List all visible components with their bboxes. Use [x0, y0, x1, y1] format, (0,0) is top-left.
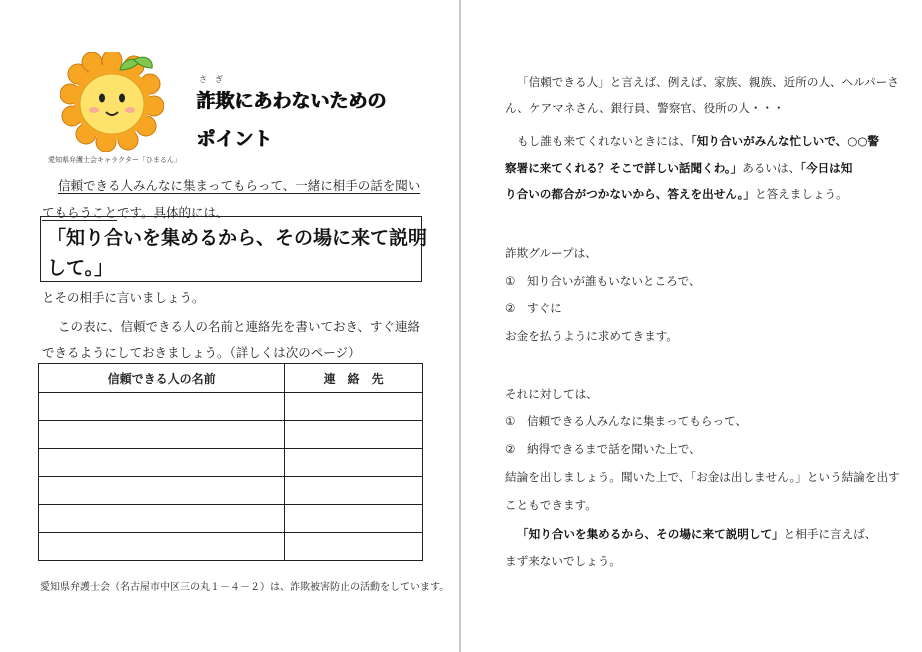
table-row — [39, 533, 423, 561]
counter-line-1: 結論を出しましょう。聞いた上で、「お金は出しません。」という結論を出す — [505, 470, 900, 484]
right-page — [463, 0, 922, 652]
counter-heading: それに対しては、 — [505, 387, 598, 401]
left-page — [0, 0, 455, 652]
highlight-line-1: 「知り合いを集めるから、その場に来て説明 — [47, 227, 428, 249]
closing-bold: 「知り合いを集めるから、その場に来て説明して」 — [517, 527, 784, 541]
name-cell[interactable] — [39, 449, 285, 477]
contacts-table — [38, 363, 423, 561]
counter-item-2: ② 納得できるまで話を聞いた上で、 — [505, 442, 701, 456]
counter-item-1: ① 信頼できる人みんなに集まってもらって、 — [505, 414, 748, 428]
contact-cell[interactable] — [285, 421, 423, 449]
table-intro-line-1: この表に、信頼できる人の名前と連絡先を書いておき、すぐ連絡 — [58, 319, 421, 334]
mascot-himarun-icon — [60, 52, 164, 152]
table-row — [39, 505, 423, 533]
highlight-box — [40, 216, 428, 282]
table-row — [39, 393, 423, 421]
closing-plain: と相手に言えば、 — [783, 527, 877, 541]
contact-cell[interactable] — [285, 477, 423, 505]
group-item-2: ② すぐに — [505, 301, 562, 315]
title-ruby: さ ぎ — [199, 75, 223, 84]
p2-line-1-bold: 「知り合いがみんな忙しいで、○○警 — [690, 134, 880, 148]
group-conclusion: お金を払うように求めてきます。 — [505, 329, 678, 343]
p2-line-3-plain: と答えましょう。 — [754, 187, 848, 201]
contact-cell[interactable] — [285, 393, 423, 421]
contact-cell[interactable] — [285, 533, 423, 561]
table-intro-line-2: できるようにしておきましょう。（詳しくは次のページ） — [42, 345, 361, 360]
p2-line-2 — [505, 160, 852, 176]
header-contact: 連 絡 先 — [285, 364, 423, 393]
after-box-text: とその相手に言いましょう。 — [42, 290, 205, 305]
name-cell[interactable] — [39, 421, 285, 449]
mascot-caption: 愛知県弁護士会キャラクター「ひまるん」 — [48, 156, 181, 164]
page-divider — [459, 0, 461, 652]
group-item-1: ① 知り合いが誰もいないところで、 — [505, 274, 701, 288]
intro-line-2-rest: です。具体的には、 — [117, 205, 229, 220]
page-subtitle: ポイント — [196, 128, 273, 150]
closing-line-2: まず来ないでしょう。 — [505, 554, 621, 568]
name-cell[interactable] — [39, 505, 285, 533]
p2-line-3-bold: り合いの都合がつかないから、答えを出せん。」 — [505, 187, 755, 201]
name-cell[interactable] — [39, 393, 285, 421]
counter-line-2: こともできます。 — [505, 498, 597, 512]
intro-line-2-underlined: てもらうこと — [42, 205, 118, 220]
group-heading: 詐欺グループは、 — [505, 246, 597, 260]
table-row — [39, 449, 423, 477]
highlight-line-2: して。」 — [47, 257, 114, 279]
table-row — [39, 477, 423, 505]
p2-line-2-plain: あるいは、 — [742, 161, 801, 175]
p2-line-2-bold-1: 察署に来てくれる？そこで詳しい話聞くわ。」 — [505, 161, 743, 175]
p2-line-2-bold-2: 「今日は知 — [800, 161, 853, 175]
page-title: 詐欺にあわないための — [196, 90, 387, 112]
table-header-row — [39, 364, 423, 393]
name-cell[interactable] — [39, 533, 285, 561]
p1-line-1: 「信頼できる人」と言えば、例えば、家族、親族、近所の人、ヘルパーさ — [517, 75, 899, 89]
name-cell[interactable] — [39, 477, 285, 505]
contact-cell[interactable] — [285, 449, 423, 477]
p2-line-1-plain: もし誰も来てくれないときには、 — [517, 134, 691, 148]
contact-cell[interactable] — [285, 505, 423, 533]
closing-line-1 — [517, 526, 876, 542]
p1-line-2: ん、ケアマネさん、銀行員、警察官、役所の人・・・ — [505, 101, 785, 115]
footer-note: 愛知県弁護士会（名古屋市中区三の丸１－４－２）は、詐欺被害防止の活動をしています。 — [40, 582, 450, 593]
intro-line-1: 信頼できる人みんなに集まってもらって、一緒に相手の話を聞い — [58, 178, 421, 193]
header-name: 信頼できる人の名前 — [39, 364, 285, 393]
table-row — [39, 421, 423, 449]
p2-line-3 — [505, 186, 848, 202]
p2-line-1 — [517, 133, 879, 149]
